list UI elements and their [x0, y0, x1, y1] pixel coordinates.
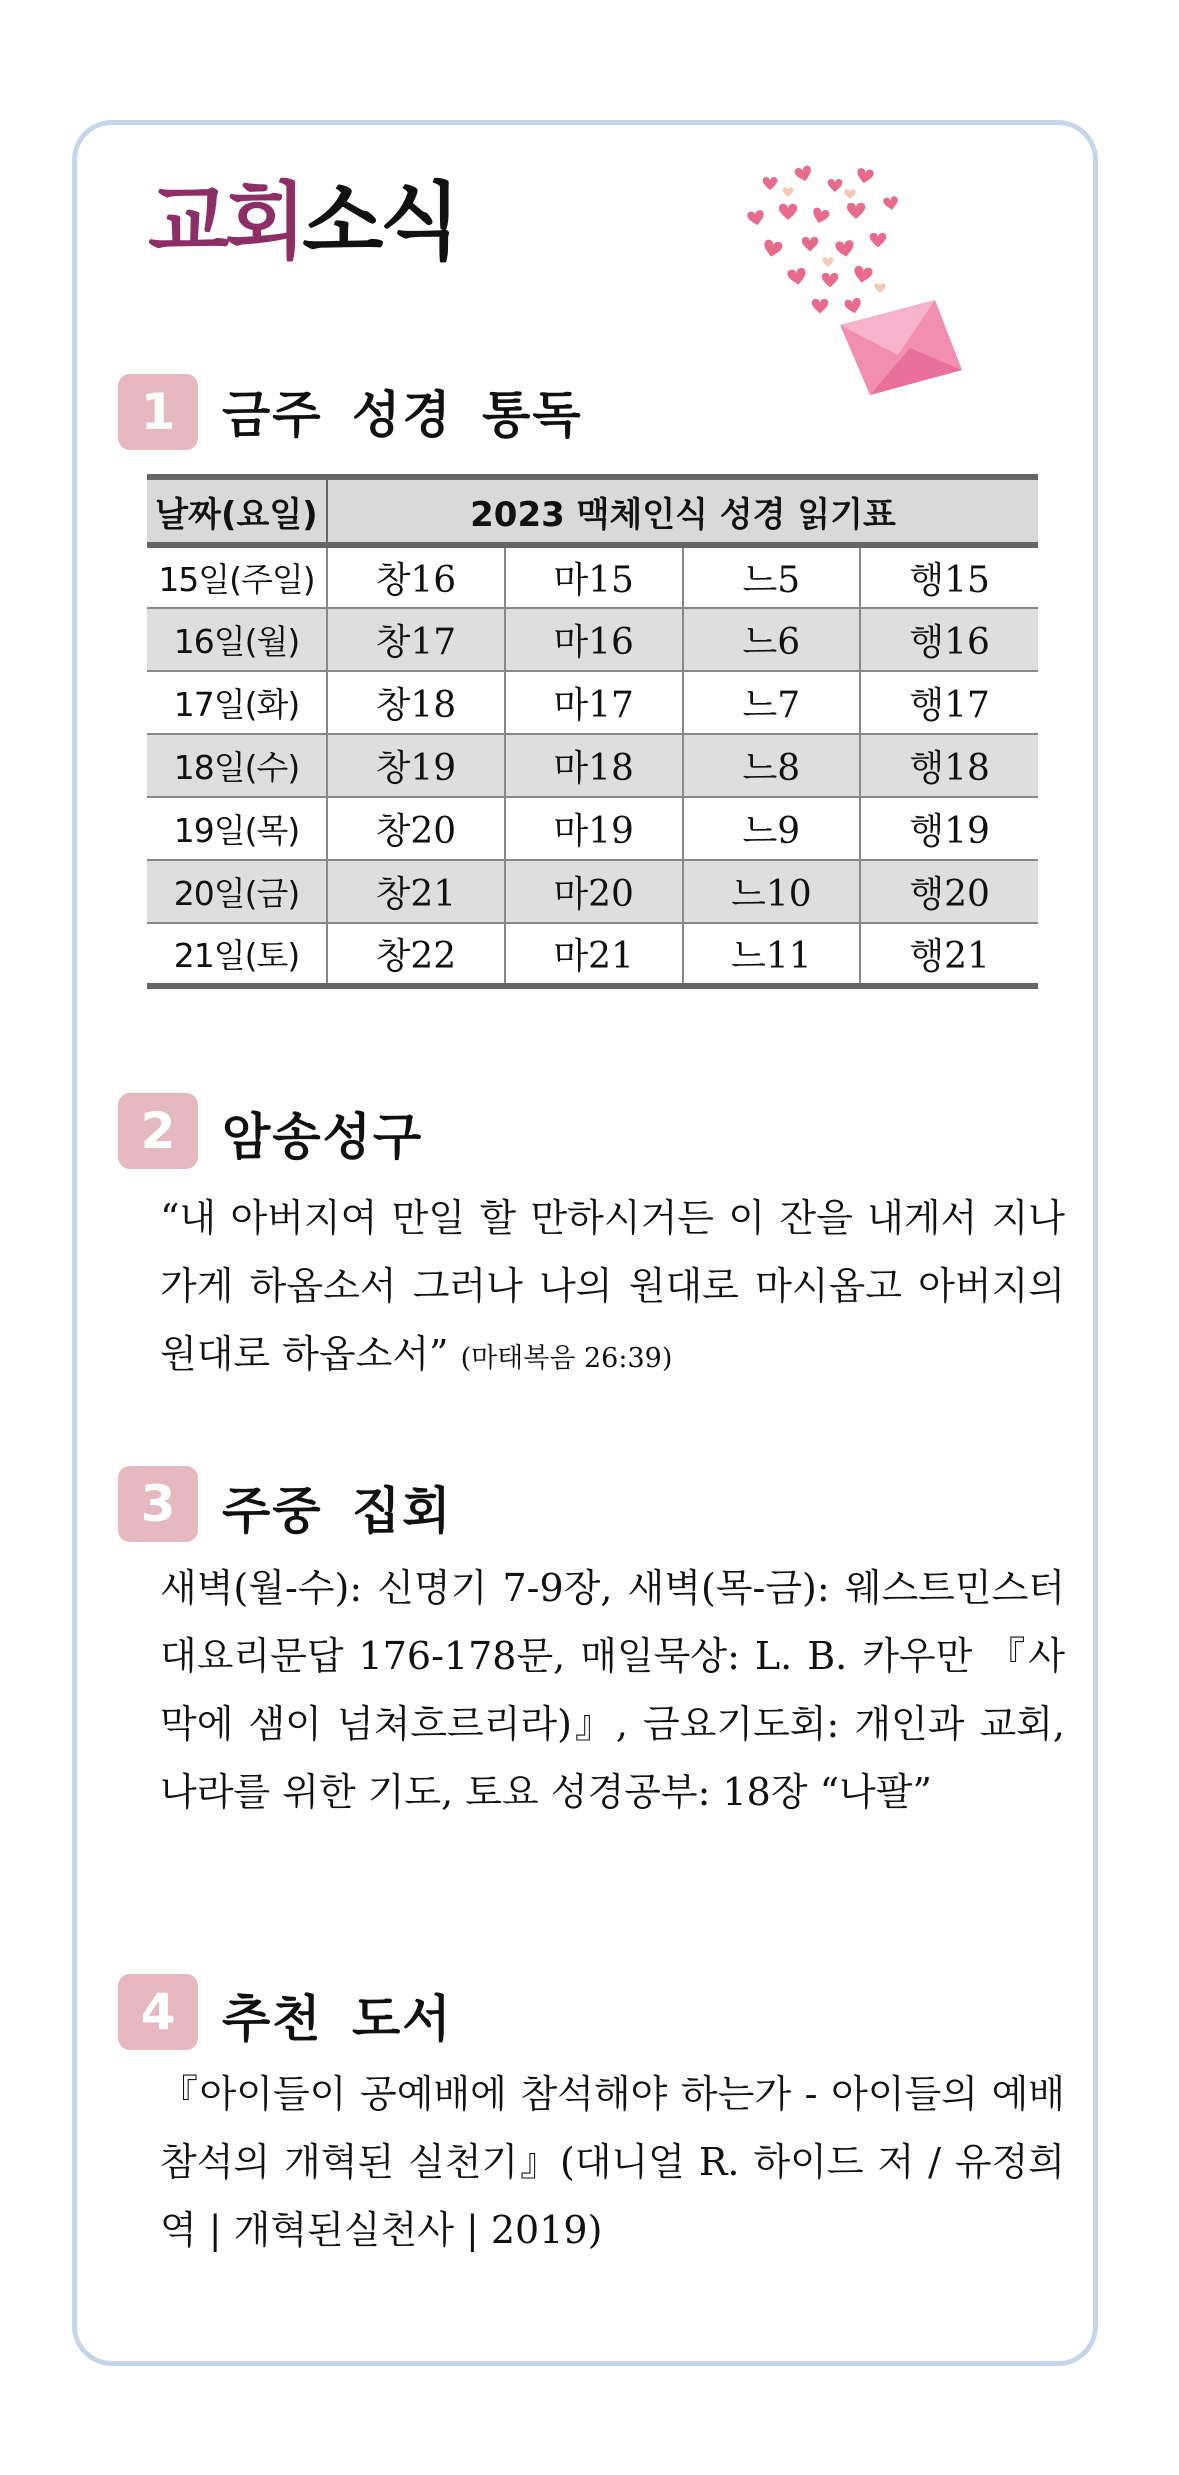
reading-cell: 행16	[860, 608, 1038, 671]
section-heading-memory-verse: 암송성구	[222, 1108, 424, 1166]
reading-cell: 창20	[327, 797, 505, 860]
bible-reading-table	[147, 474, 1038, 989]
header-date: 날짜(요일)	[147, 477, 327, 545]
weekly-meetings-text: 새벽(월-수): 신명기 7-9장, 새벽(목-금): 웨스트민스터 대요리문답 176-178문, 매일묵상: L. B. 카우만 『사막에 샘이 넘쳐흐르리라)』, 금요기도회: 개인과 교회, 나라를 위한 기도, 토요 성경공부: 18장 “나팔”	[160, 1566, 1065, 1814]
reading-cell: 마15	[505, 545, 683, 608]
title-accent: 교회	[148, 173, 303, 271]
memory-verse-body: “내 아버지여 만일 할 만하시거든 이 잔을 내게서 지나가게 하옵소서 그러나 나의 원대로 마시옵고 아버지의 원대로 하옵소서”	[160, 1196, 1065, 1376]
table-row	[147, 797, 1038, 860]
hearts-envelope-icon	[730, 150, 990, 400]
day-cell: 21일(토)	[147, 923, 327, 986]
reading-cell: 창22	[327, 923, 505, 986]
section-number-1: 1	[118, 374, 198, 450]
page-title	[148, 173, 457, 271]
table-row	[147, 923, 1038, 986]
day-cell: 20일(금)	[147, 860, 327, 923]
reading-cell: 느10	[683, 860, 861, 923]
table-header-row	[147, 477, 1038, 545]
reading-cell: 마20	[505, 860, 683, 923]
reading-cell: 창21	[327, 860, 505, 923]
title-rest: 소식	[302, 173, 457, 271]
table-row	[147, 860, 1038, 923]
reading-cell: 행19	[860, 797, 1038, 860]
section-heading-recommended-book: 추천 도서	[222, 1990, 453, 2048]
reading-cell: 마21	[505, 923, 683, 986]
table-row	[147, 608, 1038, 671]
reading-cell: 느9	[683, 797, 861, 860]
reading-cell: 창19	[327, 734, 505, 797]
recommended-book-text: 『아이들이 공예배에 참석해야 하는가 - 아이들의 예배 참석의 개혁된 실천기』(대니얼 R. 하이드 저 / 유정희 역 | 개혁된실천사 | 2019)	[160, 2072, 1065, 2252]
reading-cell: 행17	[860, 671, 1038, 734]
reading-cell: 창17	[327, 608, 505, 671]
section-heading-weekly-meetings: 주중 집회	[222, 1482, 453, 1540]
reading-cell: 행20	[860, 860, 1038, 923]
day-cell: 17일(화)	[147, 671, 327, 734]
reading-cell: 느7	[683, 671, 861, 734]
reading-cell: 느11	[683, 923, 861, 986]
reading-cell: 느6	[683, 608, 861, 671]
reading-cell: 마19	[505, 797, 683, 860]
day-cell: 15일(주일)	[147, 545, 327, 608]
section-number-3: 3	[118, 1466, 198, 1542]
header-plan: 2023 맥체인식 성경 읽기표	[327, 477, 1038, 545]
section-number-2: 2	[118, 1093, 198, 1169]
reading-cell: 마17	[505, 671, 683, 734]
reading-cell: 창16	[327, 545, 505, 608]
reading-cell: 느8	[683, 734, 861, 797]
table-row	[147, 734, 1038, 797]
section-number-4: 4	[118, 1974, 198, 2050]
reading-cell: 행21	[860, 923, 1038, 986]
reading-cell: 행15	[860, 545, 1038, 608]
day-cell: 18일(수)	[147, 734, 327, 797]
reading-cell: 마16	[505, 608, 683, 671]
day-cell: 16일(월)	[147, 608, 327, 671]
reading-cell: 마18	[505, 734, 683, 797]
reading-cell: 느5	[683, 545, 861, 608]
memory-verse-reference: (마태복음 26:39)	[460, 1343, 673, 1374]
memory-verse-text	[160, 1184, 1065, 1393]
reading-cell: 행18	[860, 734, 1038, 797]
section-heading-bible-reading: 금주 성경 통독	[222, 386, 583, 444]
day-cell: 19일(목)	[147, 797, 327, 860]
table-row	[147, 671, 1038, 734]
table-row	[147, 545, 1038, 608]
reading-cell: 창18	[327, 671, 505, 734]
